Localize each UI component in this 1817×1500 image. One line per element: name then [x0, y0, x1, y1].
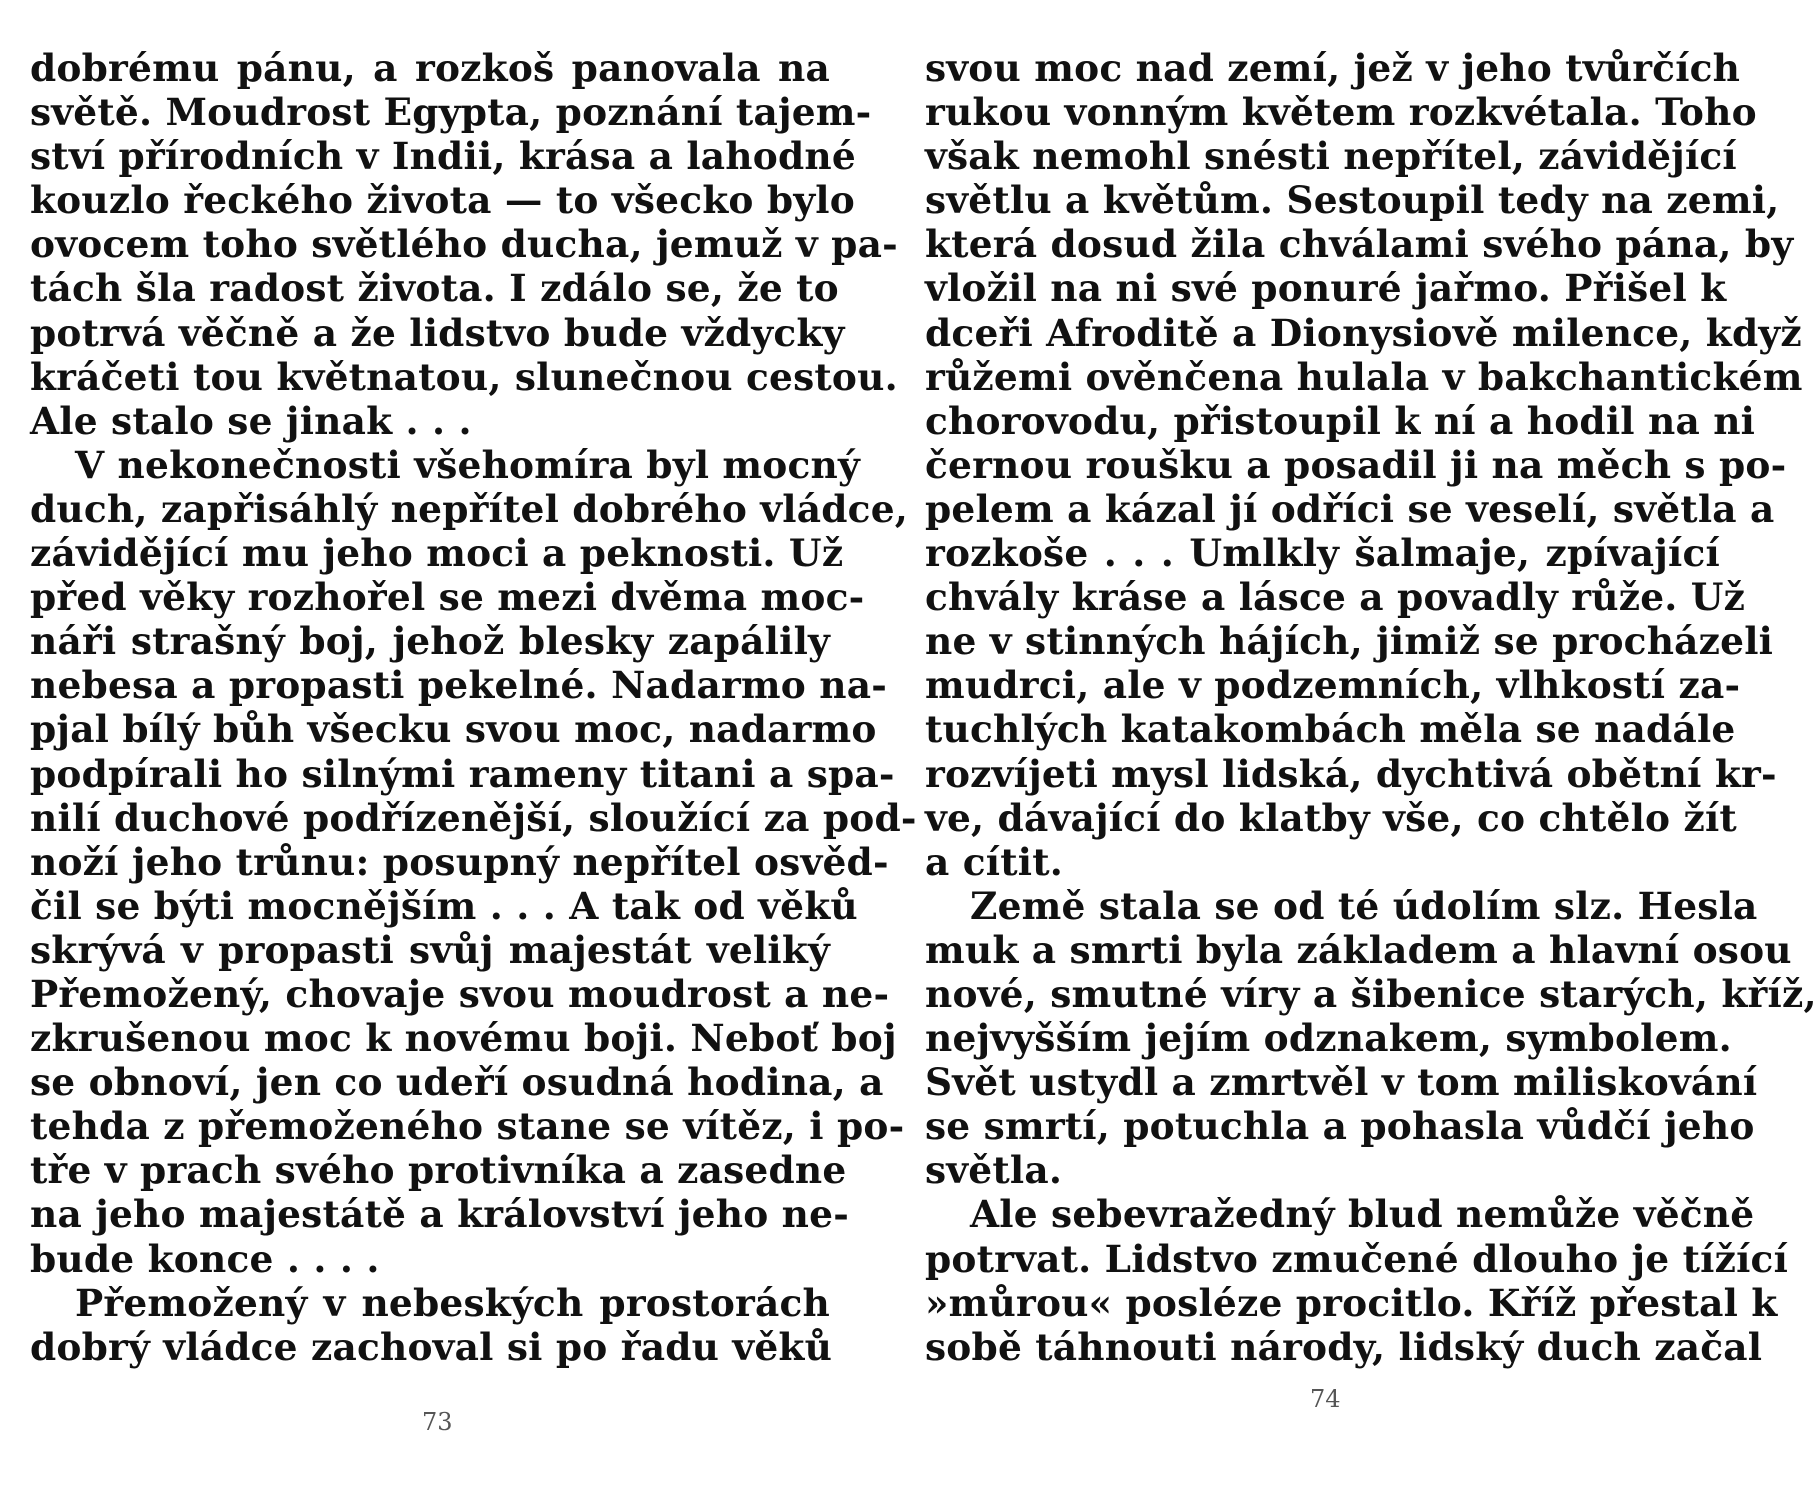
text-line: svou moc nad zemí, jež v jeho tvůrčích [925, 46, 1741, 90]
text-line: V nekonečnosti všehomíra byl mocný [75, 442, 860, 487]
right-page-text [925, 46, 1817, 1369]
right-page-number: 74 [1310, 1385, 1341, 1413]
text-line: světla. [925, 1148, 1063, 1193]
text-line: se obnoví, jen co udeří osudná hodina, a [30, 1060, 884, 1105]
text-line: růžemi ověnčena hulala v bakchantickém [925, 354, 1803, 399]
text-line: mudrci, ale v podzemních, vlhkostí za- [925, 663, 1741, 708]
text-line: ne v stinných hájích, jimiž se procházeli [925, 619, 1774, 664]
text-line: se smrtí, potuchla a pohasla vůdčí jeho [925, 1104, 1755, 1149]
text-line: dobrý vládce zachoval si po řadu věků [30, 1324, 833, 1369]
text-line: chorovodu, přistoupil k ní a hodil na ni [925, 398, 1756, 443]
text-line: nejvyšším jejím odznakem, symbolem. [925, 1016, 1732, 1061]
text-line: černou roušku a posadil ji na měch s po- [925, 442, 1787, 487]
text-line: nilí duchové podřízenější, sloužící za pod- [30, 795, 917, 840]
left-page-text [30, 46, 917, 1369]
text-line: tehda z přemoženého stane se vítěz, i po- [30, 1104, 905, 1149]
text-line: potrvá věčně a že lidstvo bude vždycky [30, 310, 845, 355]
text-line: dobrému pánu, a rozkoš panovala na [30, 46, 830, 90]
text-line: náři strašný boj, jehož blesky zapálily [30, 619, 830, 664]
text-line: nové, smutné víry a šibenice starých, kříž, [925, 971, 1817, 1016]
text-line: tách šla radost života. I zdálo se, že to [30, 266, 839, 311]
text-line: rukou vonným květem rozkvétala. Toho [925, 90, 1757, 135]
text-line: kráčeti tou květnatou, slunečnou cestou. [30, 354, 898, 399]
left-page-number: 73 [422, 1408, 453, 1436]
text-line: Přemožený, chovaje svou moudrost a ne- [30, 971, 890, 1016]
text-line: zkrušenou moc k novému boji. Neboť boj [30, 1016, 897, 1061]
text-line: tuchlých katakombách měla se nadále [925, 707, 1736, 752]
text-line: rozkoše . . . Umlkly šalmaje, zpívající [925, 531, 1720, 576]
text-line: duch, zapřisáhlý nepřítel dobrého vládce, [30, 486, 909, 531]
text-line: Země stala se od té údolím slz. Hesla [970, 883, 1758, 928]
right-page [874, 0, 1817, 1500]
text-line: dceři Afroditě a Dionysiově milence, když [925, 310, 1802, 355]
text-line: skrývá v propasti svůj majestát veliký [30, 927, 830, 972]
text-line: noží jeho trůnu: posupný nepřítel osvěd- [30, 839, 889, 884]
text-line: Přemožený v nebeských prostorách [75, 1280, 830, 1325]
text-line: chvály kráse a lásce a povadly růže. Už [925, 575, 1746, 620]
text-line: světlu a květům. Sestoupil tedy na zemi, [925, 178, 1780, 223]
text-line: bude konce . . . . [30, 1236, 380, 1281]
text-line: ovocem toho světlého ducha, jemuž v pa- [30, 222, 898, 267]
text-line: nebesa a propasti pekelné. Nadarmo na- [30, 663, 887, 708]
text-line: která dosud žila chválami svého pána, by [925, 222, 1794, 267]
text-line: »můrou« posléze procitlo. Kříž přestal k [925, 1280, 1778, 1325]
text-line: pelem a kázal jí odříci se veselí, světla a [925, 486, 1775, 531]
text-line: světě. Moudrost Egypta, poznání tajem- [30, 90, 872, 135]
text-line: vložil na ni své ponuré jařmo. Přišel k [925, 266, 1727, 311]
text-line: muk a smrti byla základem a hlavní osou [925, 927, 1792, 972]
text-line: potrvat. Lidstvo zmučené dlouho je tížící [925, 1236, 1789, 1281]
text-line: a cítit. [925, 839, 1063, 884]
text-line: Svět ustydl a zmrtvěl v tom miliskování [925, 1060, 1758, 1105]
text-line: na jeho majestátě a království jeho ne- [30, 1192, 849, 1237]
text-line: podpírali ho silnými rameny titani a spa- [30, 751, 895, 796]
text-line: kouzlo řeckého života — to všecko bylo [30, 178, 855, 223]
text-line: čil se býti mocnějším . . . A tak od věků [30, 883, 858, 928]
text-line: Ale stalo se jinak . . . [30, 398, 472, 443]
text-line: rozvíjeti mysl lidská, dychtivá obětní kr- [925, 751, 1777, 796]
text-line: ve, dávající do klatby vše, co chtělo žít [925, 795, 1737, 840]
text-line: tře v prach svého protivníka a zasedne [30, 1148, 847, 1193]
text-line: Ale sebevražedný blud nemůže věčně [970, 1192, 1755, 1237]
text-line: závidějící mu jeho moci a peknosti. Už [30, 531, 844, 576]
text-line: sobě táhnouti národy, lidský duch začal [925, 1324, 1763, 1369]
text-line: ství přírodních v Indii, krása a lahodné [30, 134, 856, 179]
text-line: pjal bílý bůh všecku svou moc, nadarmo [30, 707, 877, 752]
text-line: před věky rozhořel se mezi dvěma moc- [30, 575, 865, 620]
text-line: však nemohl snésti nepřítel, závidějící [925, 134, 1737, 179]
